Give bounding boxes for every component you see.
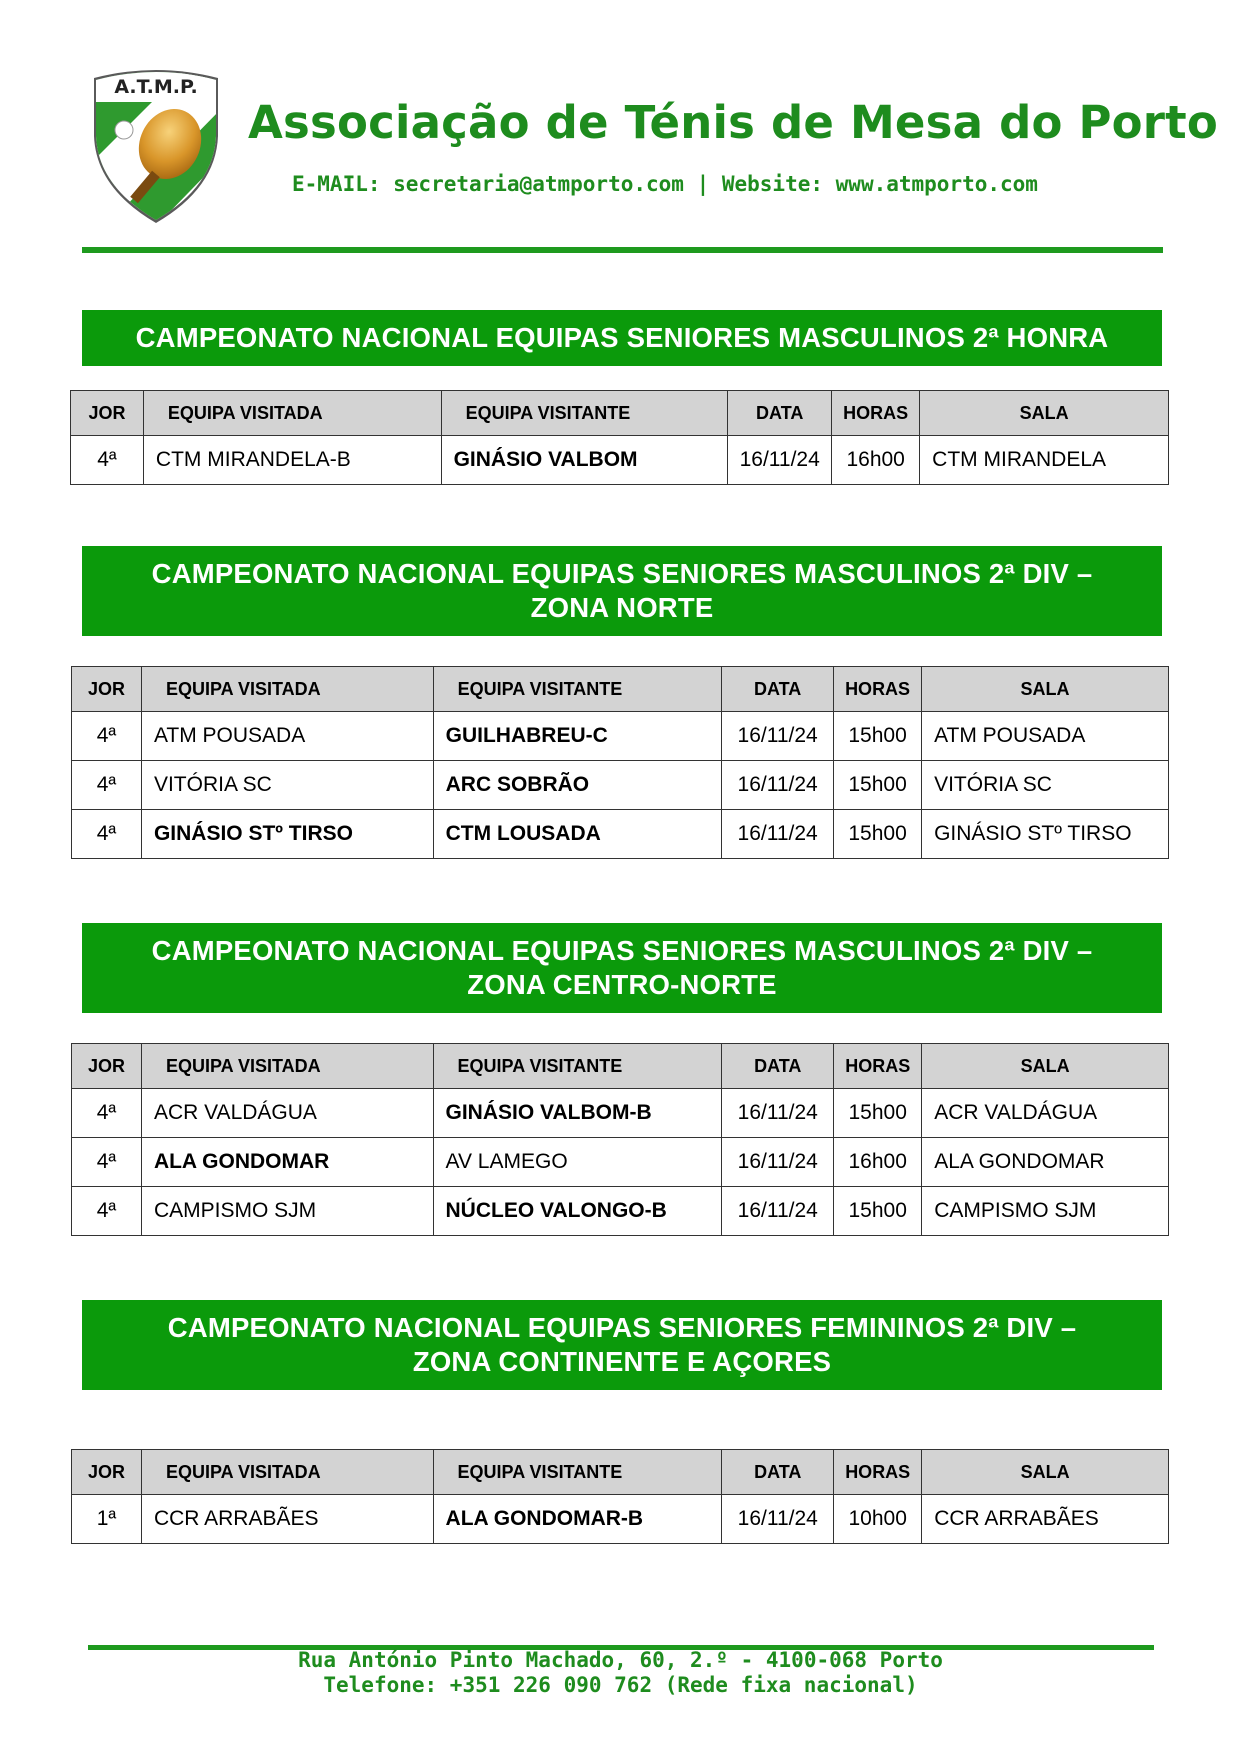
col-equipa-visitante: EQUIPA VISITANTE: [441, 391, 728, 436]
section-title-line: ZONA NORTE: [530, 592, 714, 623]
section-banner-zona-norte: [82, 546, 1162, 636]
cell-visitante: NÚCLEO VALONGO-B: [433, 1187, 722, 1236]
section-title-line: CAMPEONATO NACIONAL EQUIPAS SENIORES FEMININOS 2ª DIV –: [167, 1312, 1077, 1343]
cell-visitada: VITÓRIA SC: [141, 761, 433, 810]
cell-sala: GINÁSIO STº TIRSO: [922, 810, 1169, 859]
col-data: DATA: [728, 391, 832, 436]
cell-visitante: CTM LOUSADA: [433, 810, 722, 859]
cell-horas: 15h00: [834, 1089, 922, 1138]
col-equipa-visitante: EQUIPA VISITANTE: [433, 667, 722, 712]
cell-visitada: ATM POUSADA: [141, 712, 433, 761]
cell-data: 16/11/24: [722, 810, 834, 859]
footer-phone: Telefone: +351 226 090 762 (Rede fixa nacional): [323, 1673, 918, 1697]
cell-horas: 16h00: [832, 436, 920, 485]
cell-sala: VITÓRIA SC: [922, 761, 1169, 810]
col-horas: HORAS: [834, 1044, 922, 1089]
col-equipa-visitante: EQUIPA VISITANTE: [433, 1450, 722, 1495]
cell-visitada: CAMPISMO SJM: [141, 1187, 433, 1236]
cell-data: 16/11/24: [722, 712, 834, 761]
atmp-logo: [88, 66, 224, 224]
cell-horas: 15h00: [834, 1187, 922, 1236]
games-table-honra: [70, 390, 1169, 485]
section-banner-zona-centro-norte: [82, 923, 1162, 1013]
col-sala: SALA: [922, 1044, 1169, 1089]
cell-horas: 15h00: [834, 712, 922, 761]
col-jor: JOR: [72, 1044, 142, 1089]
table-header-row: [72, 667, 1169, 712]
table-header-row: [72, 1450, 1169, 1495]
header-divider: [82, 247, 1163, 253]
cell-data: 16/11/24: [722, 1187, 834, 1236]
cell-data: 16/11/24: [722, 761, 834, 810]
cell-sala: CAMPISMO SJM: [922, 1187, 1169, 1236]
cell-data: 16/11/24: [722, 1495, 834, 1544]
cell-jor: 4ª: [71, 436, 144, 485]
table-row: [72, 1495, 1169, 1544]
section-title-line: CAMPEONATO NACIONAL EQUIPAS SENIORES MASCULINOS 2ª DIV –: [151, 558, 1093, 589]
cell-sala: CCR ARRABÃES: [922, 1495, 1169, 1544]
col-data: DATA: [722, 667, 834, 712]
association-title: Associação de Ténis de Mesa do Porto: [248, 96, 1218, 149]
col-equipa-visitada: EQUIPA VISITADA: [141, 667, 433, 712]
section-banner-honra: [82, 310, 1162, 366]
cell-visitada: ACR VALDÁGUA: [141, 1089, 433, 1138]
cell-jor: 4ª: [72, 712, 142, 761]
cell-jor: 4ª: [72, 1089, 142, 1138]
section-title-line: CAMPEONATO NACIONAL EQUIPAS SENIORES MASCULINOS 2ª HONRA: [135, 322, 1109, 353]
cell-visitante: ALA GONDOMAR-B: [433, 1495, 722, 1544]
cell-visitante: GUILHABREU-C: [433, 712, 722, 761]
logo-text: A.T.M.P.: [114, 76, 198, 98]
games-table-zona-norte: [71, 666, 1169, 859]
col-data: DATA: [722, 1044, 834, 1089]
cell-visitante: GINÁSIO VALBOM: [441, 436, 728, 485]
cell-sala: ACR VALDÁGUA: [922, 1089, 1169, 1138]
cell-visitada: CCR ARRABÃES: [141, 1495, 433, 1544]
cell-horas: 10h00: [834, 1495, 922, 1544]
col-equipa-visitada: EQUIPA VISITADA: [143, 391, 441, 436]
table-header-row: [71, 391, 1169, 436]
cell-visitante: GINÁSIO VALBOM-B: [433, 1089, 722, 1138]
cell-sala: CTM MIRANDELA: [920, 436, 1169, 485]
table-row: [72, 1089, 1169, 1138]
section-title-line: ZONA CONTINENTE E AÇORES: [412, 1346, 832, 1377]
cell-data: 16/11/24: [728, 436, 832, 485]
col-horas: HORAS: [834, 1450, 922, 1495]
cell-jor: 4ª: [72, 1138, 142, 1187]
section-title-line: ZONA CENTRO-NORTE: [467, 969, 777, 1000]
table-row: [72, 1138, 1169, 1187]
footer-address: Rua António Pinto Machado, 60, 2.º - 4100-068 Porto: [298, 1648, 943, 1672]
section-title-line: CAMPEONATO NACIONAL EQUIPAS SENIORES MASCULINOS 2ª DIV –: [151, 935, 1093, 966]
table-row: [71, 436, 1169, 485]
games-table-zona-centro-norte: [71, 1043, 1169, 1236]
cell-jor: 4ª: [72, 1187, 142, 1236]
table-row: [72, 810, 1169, 859]
col-jor: JOR: [72, 1450, 142, 1495]
col-jor: JOR: [71, 391, 144, 436]
cell-visitante: ARC SOBRÃO: [433, 761, 722, 810]
table-row: [72, 712, 1169, 761]
cell-jor: 4ª: [72, 761, 142, 810]
cell-visitada: GINÁSIO STº TIRSO: [141, 810, 433, 859]
col-sala: SALA: [922, 1450, 1169, 1495]
col-jor: JOR: [72, 667, 142, 712]
cell-horas: 15h00: [834, 761, 922, 810]
cell-horas: 16h00: [834, 1138, 922, 1187]
col-sala: SALA: [922, 667, 1169, 712]
cell-sala: ATM POUSADA: [922, 712, 1169, 761]
col-data: DATA: [722, 1450, 834, 1495]
cell-jor: 1ª: [72, 1495, 142, 1544]
section-banner-femininos: [82, 1300, 1162, 1390]
games-table-femininos: [71, 1449, 1169, 1544]
cell-visitada: CTM MIRANDELA-B: [143, 436, 441, 485]
col-horas: HORAS: [834, 667, 922, 712]
cell-sala: ALA GONDOMAR: [922, 1138, 1169, 1187]
table-row: [72, 761, 1169, 810]
cell-data: 16/11/24: [722, 1089, 834, 1138]
table-row: [72, 1187, 1169, 1236]
cell-visitada: ALA GONDOMAR: [141, 1138, 433, 1187]
col-equipa-visitada: EQUIPA VISITADA: [141, 1044, 433, 1089]
col-horas: HORAS: [832, 391, 920, 436]
cell-jor: 4ª: [72, 810, 142, 859]
col-equipa-visitada: EQUIPA VISITADA: [141, 1450, 433, 1495]
contact-line: E-MAIL: secretaria@atmporto.com | Website: www.atmporto.com: [292, 172, 1038, 196]
table-header-row: [72, 1044, 1169, 1089]
col-sala: SALA: [920, 391, 1169, 436]
col-equipa-visitante: EQUIPA VISITANTE: [433, 1044, 722, 1089]
cell-data: 16/11/24: [722, 1138, 834, 1187]
cell-visitante: AV LAMEGO: [433, 1138, 722, 1187]
cell-horas: 15h00: [834, 810, 922, 859]
